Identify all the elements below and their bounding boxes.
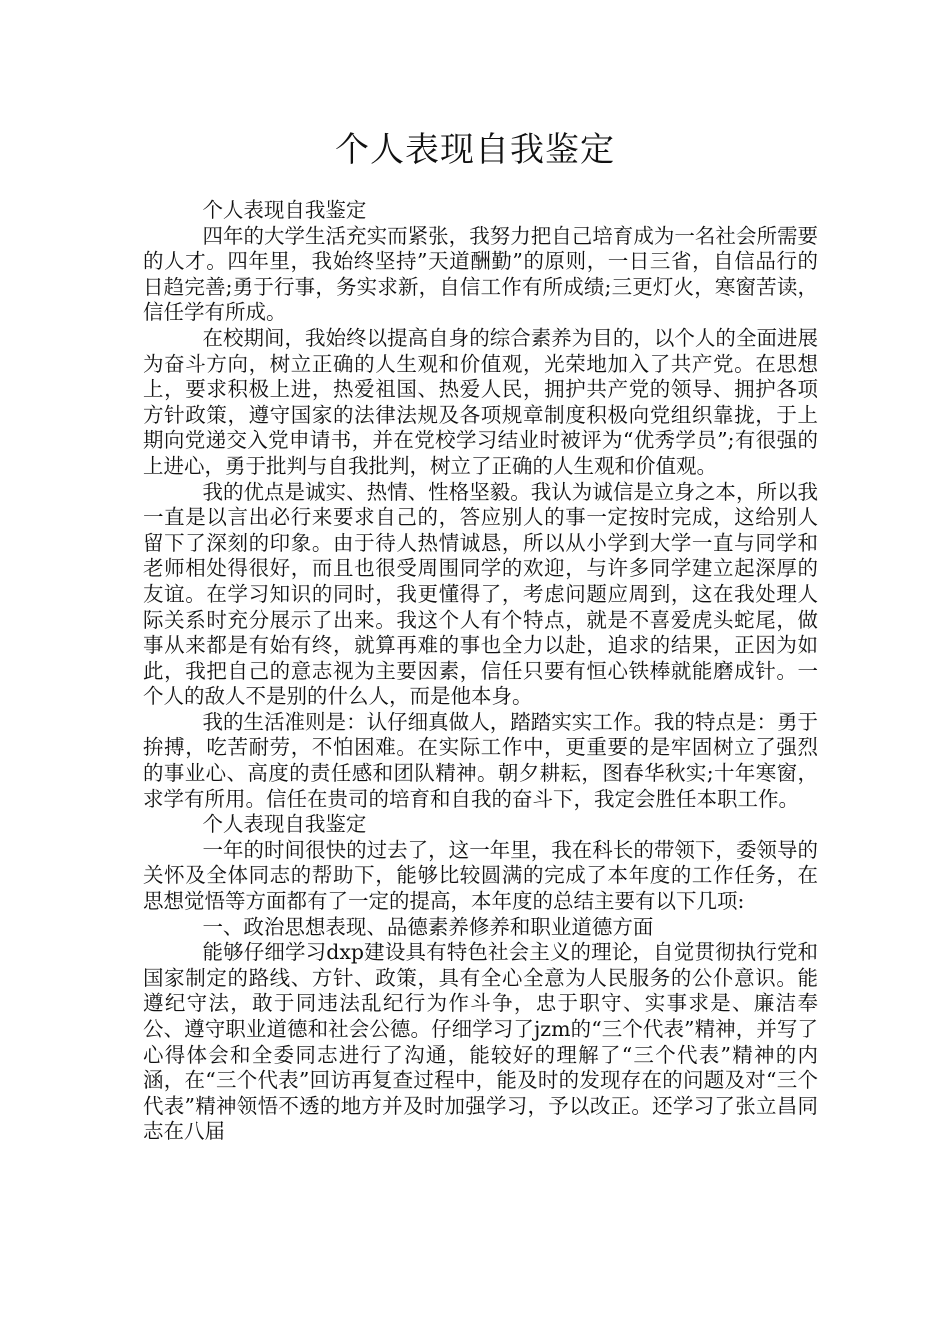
paragraph-college-life: 四年的大学生活充实而紧张，我努力把自己培育成为一名社会所需要的人才。四年里，我始终坚持”天道酬勤”的原则，一日三省，自信品行的日趋完善;勇于行事，务实求新，自信工作有所成绩;三更灯火，寒窗苦读，信任学有所成。 [143,223,818,325]
paragraph-section-heading-1: 一、政治思想表现、品德素养修养和职业道德方面 [202,914,654,939]
paragraph-year-summary: 一年的时间很快的过去了，这一年里，我在科长的带领下，委领导的关怀及全体同志的帮助下，能够比较圆满的完成了本年度的工作任务，在思想觉悟等方面都有了一定的提高，本年度的总结主要有以下几项: [143,837,818,914]
document-title: 个人表现自我鉴定 [335,130,615,170]
paragraph-school-period: 在校期间，我始终以提高自身的综合素养为目的，以个人的全面进展为奋斗方向，树立正确的人生观和价值观，光荣地加入了共产党。在思想上，要求积极上进，热爱祖国、热爱人民，拥护共产党的领导、拥护各项方针政策，遵守国家的法律法规及各项规章制度积极向党组织靠拢，于上期向党递交入党申请书，并在党校学习结业时被评为“优秀学员”;有很强的上进心，勇于批判与自我批判，树立了正确的人生观和价值观。 [143,325,818,478]
paragraph-life-principles: 我的生活准则是：认仔细真做人，踏踏实实工作。我的特点是：勇于拚搏，吃苦耐劳，不怕困难。在实际工作中，更重要的是牢固树立了强烈的事业心、高度的责任感和团队精神。朝夕耕耘，图春华秋实;十年寒窗，求学有所用。信任在贵司的培育和自我的奋斗下，我定会胜任本职工作。 [143,709,818,811]
paragraph-strengths: 我的优点是诚实、热情、性格坚毅。我认为诚信是立身之本，所以我一直是以言出必行来要求自己的，答应别人的事一定按时完成，这给别人留下了深刻的印象。由于待人热情诚恳，所以从小学到大学一直与同学和老师相处得很好，而且也很受周围同学的欢迎，与许多同学建立起深厚的友谊。在学习知识的同时，我更懂得了，考虑问题应周到，这在我处理人际关系时充分展示了出来。我这个人有个特点，就是不喜爱虎头蛇尾，做事从来都是有始有终，就算再难的事也全力以赴，追求的结果，正因为如此，我把自己的意志视为主要因素，信任只要有恒心铁棒就能磨成针。一个人的敌人不是别的什么人，而是他本身。 [143,479,818,709]
paragraph-political-study: 能够仔细学习dxp建设具有特色社会主义的理论，自觉贯彻执行党和国家制定的路线、方针、政策，具有全心全意为人民服务的公仆意识。能遵纪守法，敢于同违法乱纪行为作斗争，忠于职守、实事求是、廉洁奉公、遵守职业道德和社会公德。仔细学习了jzm的“三个代表”精神，并写了心得体会和全委同志进行了沟通，能较好的理解了“三个代表”精神的内涵，在“三个代表”回访再复查过程中，能及时的发现存在的问题及对“三个代表”精神领悟不透的地方并及时加强学习，予以改正。还学习了张立昌同志在八届 [143,940,818,1144]
paragraph-subtitle-2: 个人表现自我鉴定 [202,812,367,837]
document-body [143,198,818,1145]
paragraph-subtitle-1: 个人表现自我鉴定 [202,198,367,222]
